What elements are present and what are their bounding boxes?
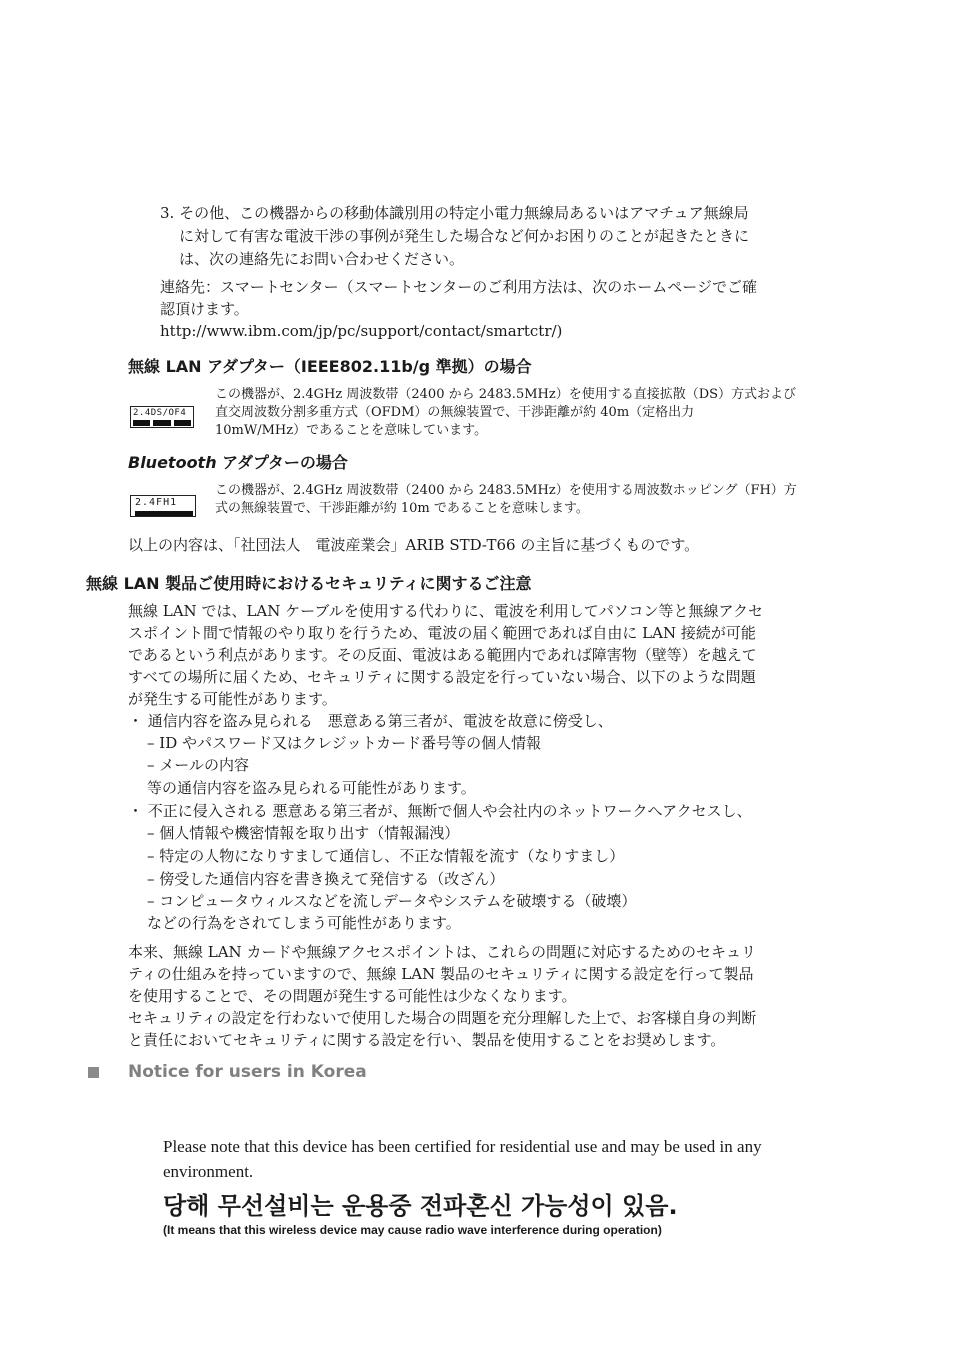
bullet-2-sub-3: – 傍受した通信内容を書き換えて発信する（改ざん）	[147, 870, 505, 888]
security-intro-4: すべての場所に届くため、セキュリティに関する設定を行っていない場合、以下のような問題	[128, 668, 756, 686]
korean-warning-translation: (It means that this wireless device may cause radio wave interference during operation)	[163, 1223, 662, 1237]
security-heading: 無線 LAN 製品ご使用時におけるセキュリティに関するご注意	[86, 574, 532, 593]
security-closing-5: と責任においてセキュリティに関する設定を行い、製品を使用することをお奨めします。	[128, 1031, 726, 1049]
korea-notice-title: Notice for users in Korea	[128, 1062, 367, 1082]
bullet-1-sub-1: – ID やパスワード又はクレジットカード番号等の個人情報	[147, 734, 542, 752]
wlan-desc-line-1: この機器が、2.4GHz 周波数帯（2400 から 2483.5MHz）を使用する直接拡散（DS）方式および	[215, 387, 797, 402]
wlan-frequency-label-text: 2.4DS/OF4	[133, 408, 187, 418]
contact-url: http://www.ibm.com/jp/pc/support/contact/smartctr/)	[160, 322, 563, 340]
security-intro-1: 無線 LAN では、LAN ケーブルを使用する代わりに、電波を利用してパソコン等と無線アクセ	[128, 602, 764, 620]
item3-line-3: は、次の連絡先にお問い合わせください。	[179, 250, 465, 268]
wlan-frequency-label-bars	[133, 420, 191, 426]
wlan-frequency-label	[130, 406, 194, 428]
security-closing-4: セキュリティの設定を行わないで使用した場合の問題を充分理解した上で、お客様自身の判断	[128, 1009, 757, 1027]
item3-line-1: 3. その他、この機器からの移動体識別用の特定小電力無線局あるいはアマチュア無線局	[160, 204, 749, 222]
wlan-desc-line-2: 直交周波数分割多重方式（OFDM）の無線装置で、干渉距離が約 40m（定格出力	[215, 405, 695, 420]
bluetooth-adapter-heading	[128, 452, 348, 474]
bluetooth-desc-line-2: 式の無線装置で、干渉距離が約 10m であることを意味します。	[215, 501, 589, 516]
korea-bullet-square	[88, 1067, 99, 1078]
korea-note-line-2: environment.	[163, 1162, 254, 1181]
arib-note: 以上の内容は、「社団法人 電波産業会」ARIB STD-T66 の主旨に基づくものです。	[128, 536, 700, 554]
security-closing-2: ティの仕組みを持っていますので、無線 LAN 製品のセキュリティに関する設定を行って製品	[128, 965, 754, 983]
contact-line-2: 認頂けます。	[160, 300, 249, 318]
security-intro-3: であるという利点があります。その反面、電波はある範囲内であれば障害物（壁等）を越えて	[128, 646, 757, 664]
bullet-1-tail: 等の通信内容を盗み見られる可能性があります。	[147, 779, 476, 797]
bullet-2-sub-4: – コンピュータウィルスなどを流しデータやシステムを破壊する（破壊）	[147, 892, 637, 910]
bluetooth-desc-line-1: この機器が、2.4GHz 周波数帯（2400 から 2483.5MHz）を使用する周波数ホッピング（FH）方	[215, 483, 797, 498]
bluetooth-heading-rest: アダプターの場合	[216, 453, 348, 472]
bullet-2-sub-1: – 個人情報や機密情報を取り出す（情報漏洩）	[147, 824, 460, 842]
security-closing-1: 本来、無線 LAN カードや無線アクセスポイントは、これらの問題に対応するためのセキュリ	[128, 943, 757, 961]
bluetooth-heading-italic: Bluetooth	[128, 453, 217, 472]
korea-note-line-1: Please note that this device has been certified for residential use and may be used in any	[163, 1137, 762, 1156]
security-closing-3: を使用することで、その問題が発生する可能性は少なくなります。	[128, 987, 577, 1005]
bullet-2-sub-2: – 特定の人物になりすまして通信し、不正な情報を流す（なりすまし）	[147, 847, 625, 865]
security-intro-2: スポイント間で情報のやり取りを行うため、電波の届く範囲であれば自由に LAN 接続が可能	[128, 624, 756, 642]
bullet-1-head: ・ 通信内容を盗み見られる 悪意ある第三者が、電波を故意に傍受し、	[128, 712, 613, 730]
bluetooth-frequency-label-text: 2.4FH1	[135, 497, 178, 508]
bluetooth-frequency-label	[130, 495, 196, 517]
korean-warning: 당해 무선설비는 운용중 전파혼신 가능성이 있음.	[163, 1192, 678, 1220]
contact-line-1: 連絡先：スマートセンター（スマートセンターのご利用方法は、次のホームページでご確	[160, 278, 758, 296]
item3-line-2: に対して有害な電波干渉の事例が発生した場合など何かお困りのことが起きたときに	[179, 227, 750, 245]
bluetooth-frequency-label-bar	[135, 511, 193, 516]
wlan-adapter-heading: 無線 LAN アダプター（IEEE802.11b/g 準拠）の場合	[128, 357, 532, 376]
bullet-2-head: ・ 不正に侵入される 悪意ある第三者が、無断で個人や会社内のネットワークへアクセスし、	[128, 802, 752, 820]
wlan-desc-line-3: 10mW/MHz）であることを意味しています。	[215, 423, 488, 438]
bullet-1-sub-2: – メールの内容	[147, 756, 249, 774]
bullet-2-tail: などの行為をされてしまう可能性があります。	[147, 914, 461, 932]
security-intro-5: が発生する可能性があります。	[128, 690, 337, 708]
